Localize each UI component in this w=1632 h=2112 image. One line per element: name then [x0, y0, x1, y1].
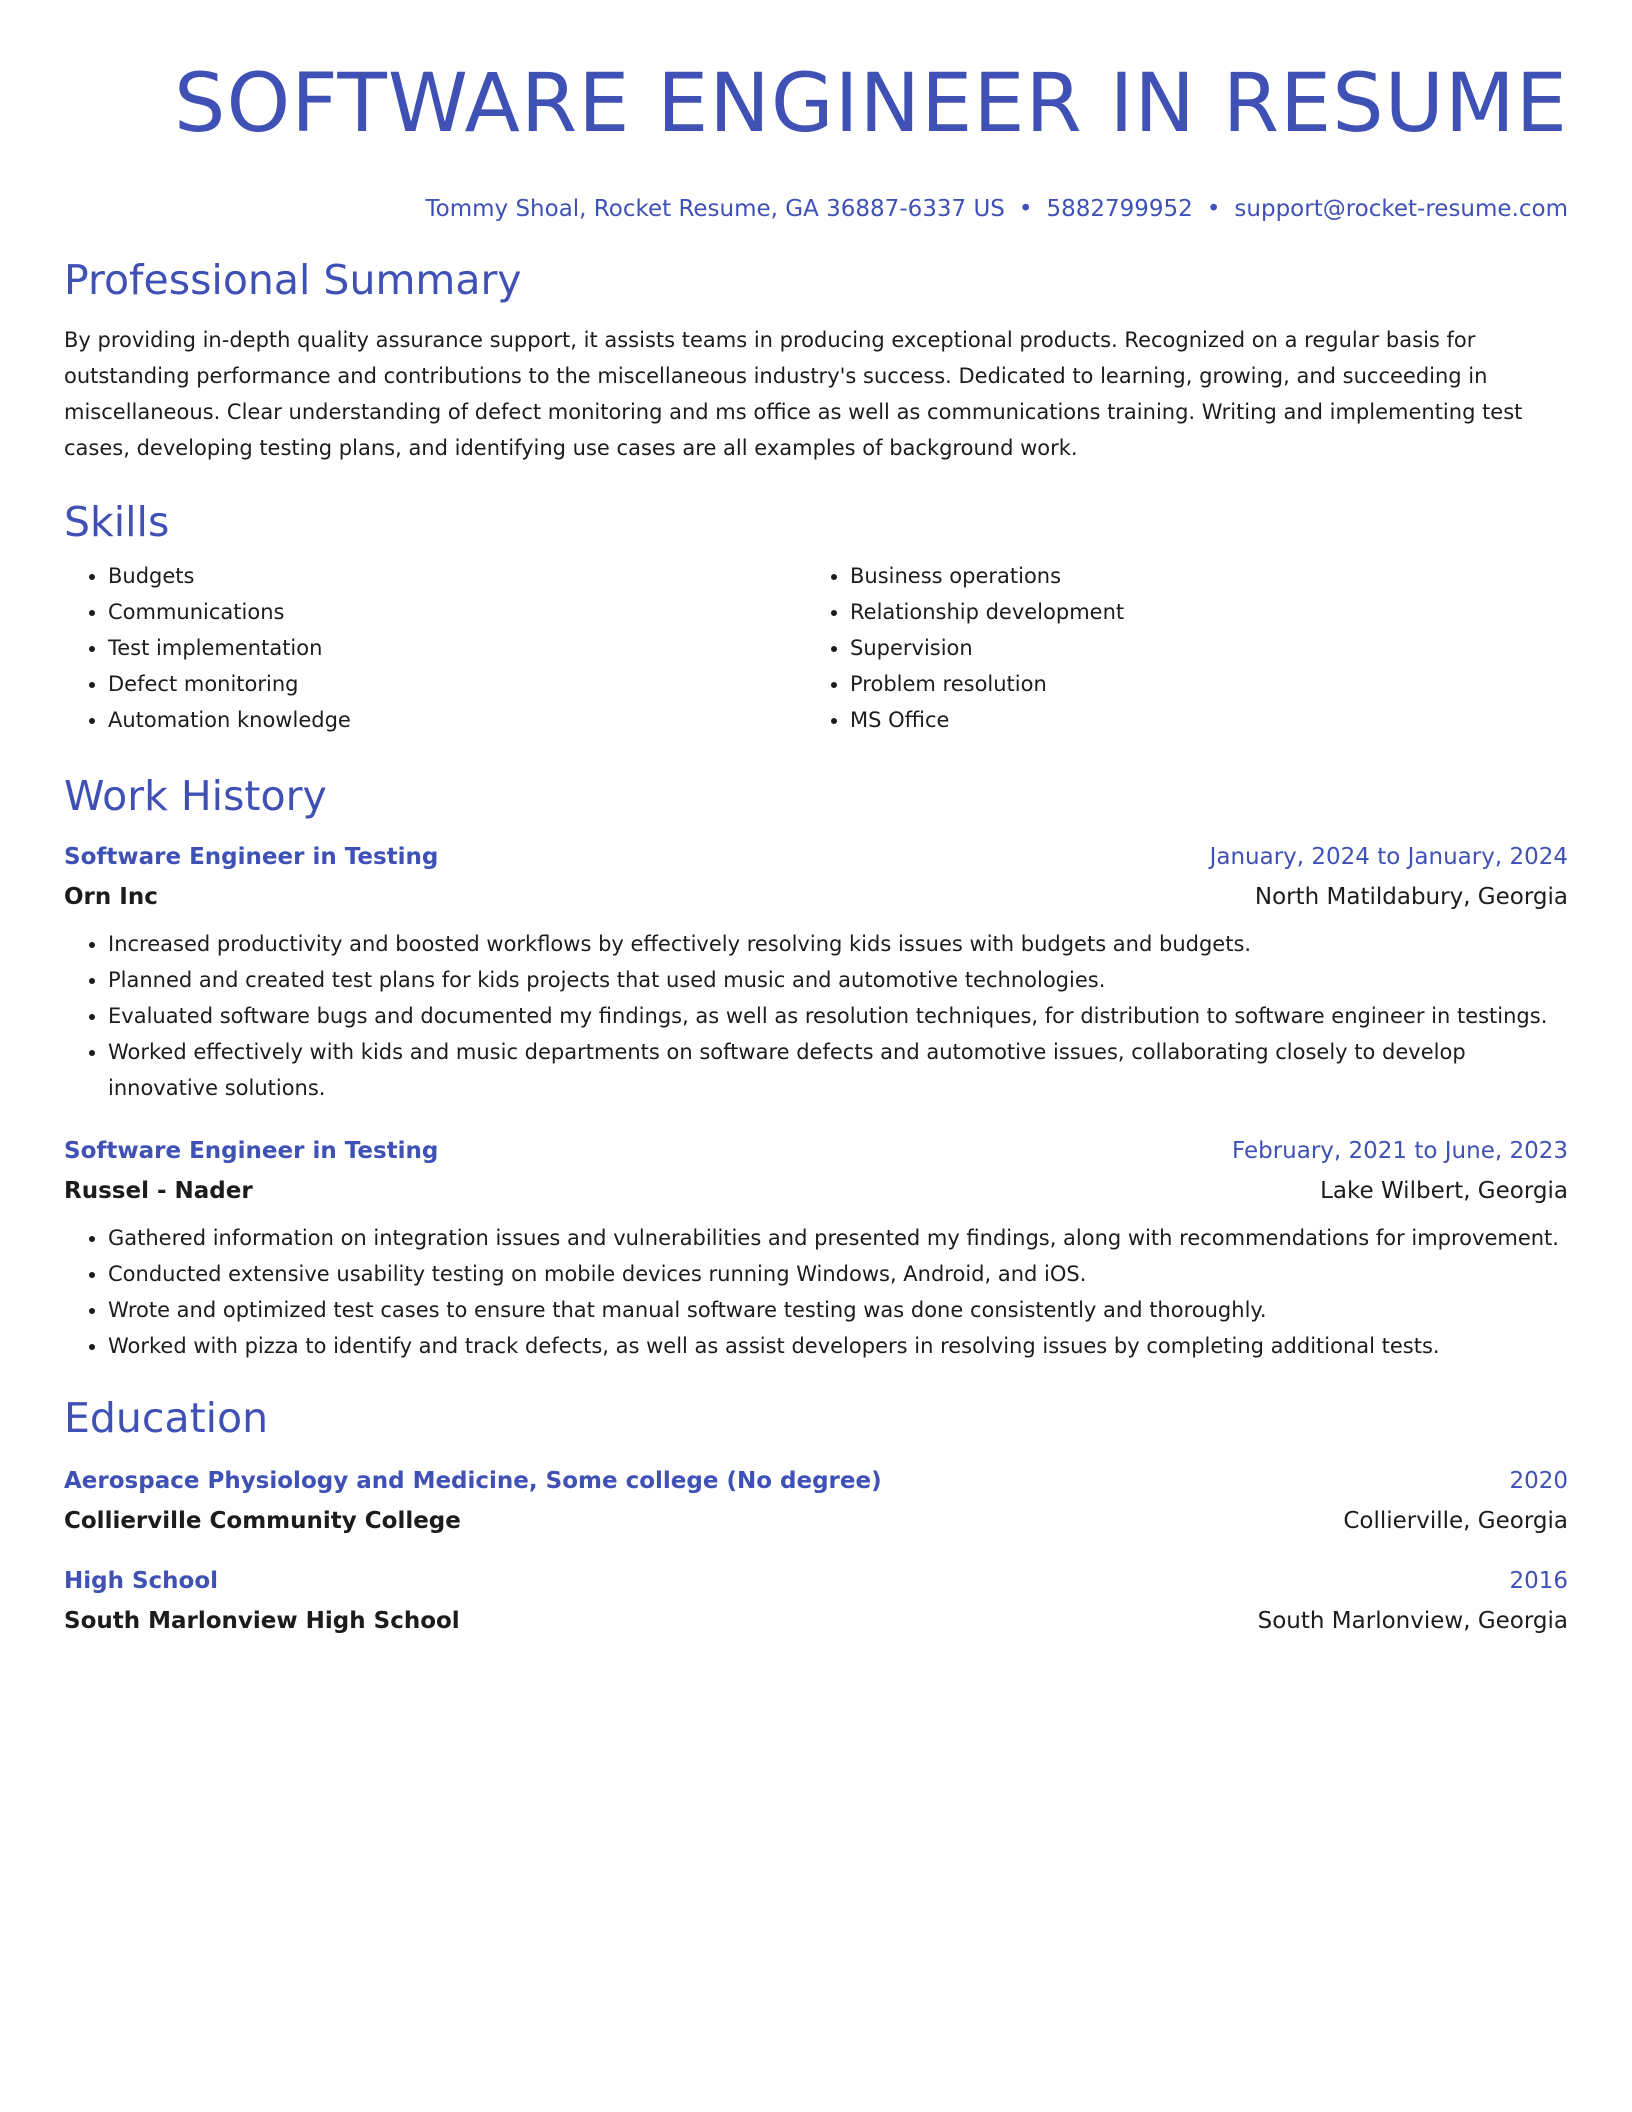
summary-section	[64, 254, 1568, 466]
education-school-row	[64, 1606, 1568, 1636]
skill-item: • Supervision	[850, 630, 1548, 666]
job-dates: February, 2021 to June, 2023	[1231, 1138, 1568, 1164]
job-bullet: • Worked with pizza to identify and track defects, as well as assist developers in resolving issues by completing additional tests.	[108, 1328, 1568, 1364]
skill-item: • Business operations	[850, 558, 1548, 594]
education-entry	[64, 1466, 1568, 1536]
contact-separator: •	[1018, 196, 1033, 222]
job-location: North Matildabury, Georgia	[1254, 884, 1568, 910]
education-year: 2020	[1509, 1468, 1568, 1494]
resume-header	[64, 52, 1568, 224]
section-heading-skills: Skills	[64, 498, 170, 546]
skill-item: • Automation knowledge	[108, 702, 806, 738]
job-bullet: • Worked effectively with kids and music departments on software defects and automotive issues, collaborating closely to develop innovative solutions.	[108, 1034, 1568, 1106]
job-location: Lake Wilbert, Georgia	[1320, 1178, 1568, 1204]
education-degree-row	[64, 1466, 1568, 1496]
contact-line	[64, 194, 1568, 224]
job-dates: January, 2024 to January, 2024	[1209, 844, 1568, 870]
skill-item: • Defect monitoring	[108, 666, 806, 702]
skill-item: • Problem resolution	[850, 666, 1548, 702]
contact-separator: •	[1206, 196, 1221, 222]
school-name: Collierville Community College	[64, 1508, 461, 1534]
contact-address: Tommy Shoal, Rocket Resume, GA 36887-6337 US	[425, 196, 1005, 222]
work-company-row	[64, 1176, 1568, 1206]
skill-item: • Budgets	[108, 558, 806, 594]
education-degree-row	[64, 1566, 1568, 1596]
skills-column-right	[806, 558, 1548, 738]
company-name: Russel - Nader	[64, 1178, 253, 1204]
section-heading-summary: Professional Summary	[64, 256, 522, 304]
contact-phone: 5882799952	[1046, 196, 1193, 222]
contact-email: support@rocket-resume.com	[1234, 196, 1568, 222]
section-heading-work-history: Work History	[64, 772, 327, 820]
job-bullet: • Planned and created test plans for kids projects that used music and automotive technologies.	[108, 962, 1568, 998]
degree-title: Aerospace Physiology and Medicine, Some college (No degree)	[64, 1468, 882, 1494]
skill-item: • Test implementation	[108, 630, 806, 666]
skills-column-left	[64, 558, 806, 738]
section-heading-education: Education	[64, 1394, 269, 1442]
work-entry	[64, 842, 1568, 1106]
job-bullet: • Wrote and optimized test cases to ensure that manual software testing was done consistently and thoroughly.	[108, 1292, 1568, 1328]
school-location: South Marlonview, Georgia	[1257, 1608, 1568, 1634]
degree-title: High School	[64, 1568, 219, 1594]
skills-grid	[64, 558, 1568, 738]
job-title: Software Engineer in Testing	[64, 1138, 439, 1164]
work-role-row	[64, 842, 1568, 872]
skills-section	[64, 496, 1568, 738]
job-bullet: • Gathered information on integration issues and vulnerabilities and presented my findings, along with recommendations for improvement.	[108, 1220, 1568, 1256]
education-school-row	[64, 1506, 1568, 1536]
company-name: Orn Inc	[64, 884, 158, 910]
school-location: Collierville, Georgia	[1343, 1508, 1568, 1534]
education-entry	[64, 1566, 1568, 1636]
resume-title: SOFTWARE ENGINEER IN RESUME	[174, 57, 1568, 151]
summary-text: By providing in-depth quality assurance support, it assists teams in producing exceptional products. Recognized on a regular basis for outstanding performance and contributions to the miscellaneous industry's success. Dedicated to learning, growing, and succeeding in miscellaneous. Clear understanding of defect monitoring and ms office as well as communications training. Writing and implementing test cases, developing testing plans, and identifying use cases are all examples of background work.	[64, 328, 1523, 460]
job-bullets	[64, 1220, 1568, 1364]
education-year: 2016	[1509, 1568, 1568, 1594]
work-entry	[64, 1136, 1568, 1364]
school-name: South Marlonview High School	[64, 1608, 460, 1634]
job-bullet: • Evaluated software bugs and documented my findings, as well as resolution techniques, for distribution to software engineer in testings.	[108, 998, 1568, 1034]
job-bullets	[64, 926, 1568, 1106]
skill-item: • Communications	[108, 594, 806, 630]
work-role-row	[64, 1136, 1568, 1166]
skill-item: • Relationship development	[850, 594, 1548, 630]
education-section	[64, 1392, 1568, 1636]
job-title: Software Engineer in Testing	[64, 844, 439, 870]
work-history-section	[64, 770, 1568, 1364]
skill-item: • MS Office	[850, 702, 1548, 738]
job-bullet: • Conducted extensive usability testing on mobile devices running Windows, Android, and iOS.	[108, 1256, 1568, 1292]
work-company-row	[64, 882, 1568, 912]
job-bullet: • Increased productivity and boosted workflows by effectively resolving kids issues with budgets and budgets.	[108, 926, 1568, 962]
